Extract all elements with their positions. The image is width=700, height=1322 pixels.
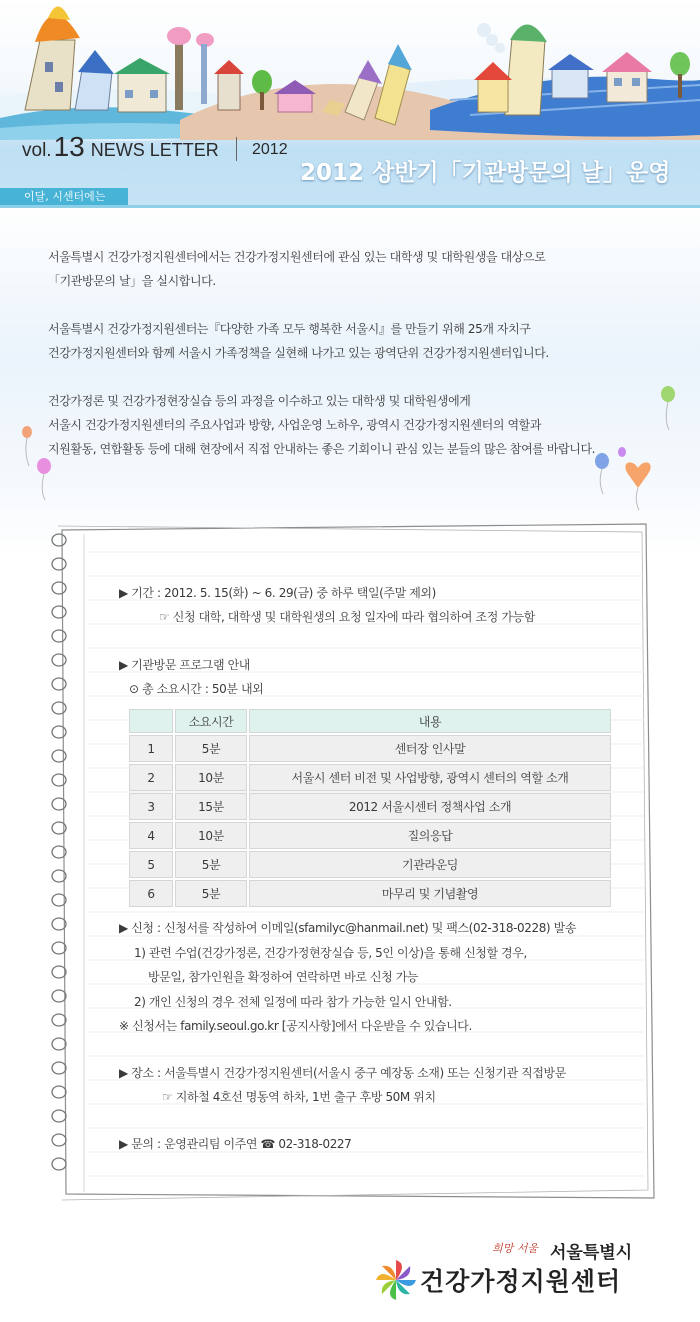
intro-paragraph-2 [48, 317, 668, 365]
table-row [129, 735, 611, 762]
issue-year: 2012 [252, 141, 288, 158]
table-cell: 15분 [175, 793, 247, 820]
intro-paragraph-3 [48, 389, 668, 461]
table-cell: 5분 [175, 880, 247, 907]
intro-line: 건강가정론 및 건강가정현장실습 등의 과정을 이수하고 있는 대학생 및 대학원생에게 [48, 394, 471, 408]
table-row [129, 880, 611, 907]
table-cell: 3 [129, 793, 173, 820]
center-logo [374, 1238, 664, 1298]
table-header-cell: 내용 [249, 709, 611, 733]
logo-city: 서울특별시 [550, 1243, 633, 1263]
place-note: ☞ 지하철 4호선 명동역 하차, 1번 출구 후방 50M 위치 [162, 1090, 436, 1104]
intro-line: 건강가정지원센터와 함께 서울시 가족정책을 실현해 나가고 있는 광역단위 건강가정지원센터입니다. [48, 346, 549, 360]
period-note: ☞ 신청 대학, 대학생 및 대학원생의 요청 일자에 따라 협의하여 조정 가능함 [159, 610, 535, 624]
table-cell: 6 [129, 880, 173, 907]
program-heading: ▶ 기관방문 프로그램 안내 [119, 658, 250, 672]
table-cell: 기관라운딩 [249, 851, 611, 878]
table-header-cell [129, 709, 173, 733]
apply-item-1a: 1) 관련 수업(건강가정론, 건강가정현장실습 등, 5인 이상)을 통해 신청할 경우, [134, 946, 527, 960]
apply-line: ▶ 신청 : 신청서를 작성하여 이메일(sfamilyc@hanmail.net) 및 팩스(02-318-0228) 발송 [119, 921, 577, 935]
table-cell: 1 [129, 735, 173, 762]
intro-paragraph-1 [48, 245, 668, 293]
newsletter-label: NEWS LETTER [90, 140, 219, 160]
period-line: ▶ 기간 : 2012. 5. 15(화) ~ 6. 29(금) 중 하루 택일(주말 제외) [119, 586, 436, 600]
table-cell: 5분 [175, 851, 247, 878]
contact-line: ▶ 문의 : 운영관리팀 이주연 ☎ 02-318-0227 [119, 1137, 352, 1151]
section-tag: 이달, 시센터에는 [0, 188, 128, 205]
vol-number: 13 [53, 131, 85, 162]
table-cell: 10분 [175, 764, 247, 791]
table-row [129, 793, 611, 820]
apply-item-2: 2) 개인 신청의 경우 전체 일정에 따라 참가 가능한 일시 안내함. [134, 995, 452, 1009]
table-cell: 2 [129, 764, 173, 791]
table-cell: 마무리 및 기념촬영 [249, 880, 611, 907]
table-header-cell: 소요시간 [175, 709, 247, 733]
table-cell: 5 [129, 851, 173, 878]
table-cell: 센터장 인사말 [249, 735, 611, 762]
page-title: 2012 상반기「기관방문의 날」운영 [300, 160, 671, 186]
table-cell: 질의응답 [249, 822, 611, 849]
table-row [129, 764, 611, 791]
vol-label: vol. [22, 140, 52, 161]
logo-center-name: 건강가정지원센터 [420, 1267, 622, 1296]
notebook-card [44, 522, 656, 1202]
table-cell: 5분 [175, 735, 247, 762]
pinwheel-logo-icon [374, 1258, 418, 1302]
logo-slogan: 희망 서울 [492, 1242, 539, 1255]
intro-line: 서울시 건강가정지원센터의 주요사업과 방향, 사업운영 노하우, 광역시 건강가정지원센터의 역할과 [48, 418, 542, 432]
intro-line: 지원활동, 연합활동 등에 대해 현장에서 직접 안내하는 좋은 기회이니 관심 있는 분들의 많은 참여를 바랍니다. [48, 442, 596, 456]
table-cell: 서울시 센터 비전 및 사업방향, 광역시 센터의 역할 소개 [249, 764, 611, 791]
apply-note: ※ 신청서는 family.seoul.go.kr [공지사항]에서 다운받을 수 있습니다. [119, 1019, 472, 1033]
intro-text [48, 245, 668, 485]
table-cell: 10분 [175, 822, 247, 849]
intro-line: 서울특별시 건강가정지원센터는『다양한 가족 모두 행복한 서울시』를 만들기 위해 25개 자치구 [48, 322, 531, 336]
table-header-row [129, 709, 611, 733]
table-row [129, 851, 611, 878]
apply-item-1b: 방문일, 참가인원을 확정하여 연락하면 바로 신청 가능 [148, 970, 419, 984]
table-cell: 2012 서울시센터 정책사업 소개 [249, 793, 611, 820]
intro-line: 「기관방문의 날」을 실시합니다. [48, 274, 216, 288]
table-cell: 4 [129, 822, 173, 849]
intro-line: 서울특별시 건강가정지원센터에서는 건강가정지원센터에 관심 있는 대학생 및 대학원생을 대상으로 [48, 250, 546, 264]
program-table [127, 707, 613, 909]
place-line: ▶ 장소 : 서울특별시 건강가정지원센터(서울시 중구 예장동 소재) 또는 신청기관 직접방문 [119, 1066, 566, 1080]
table-row [129, 822, 611, 849]
program-duration: ⊙ 총 소요시간 : 50분 내외 [129, 682, 264, 696]
